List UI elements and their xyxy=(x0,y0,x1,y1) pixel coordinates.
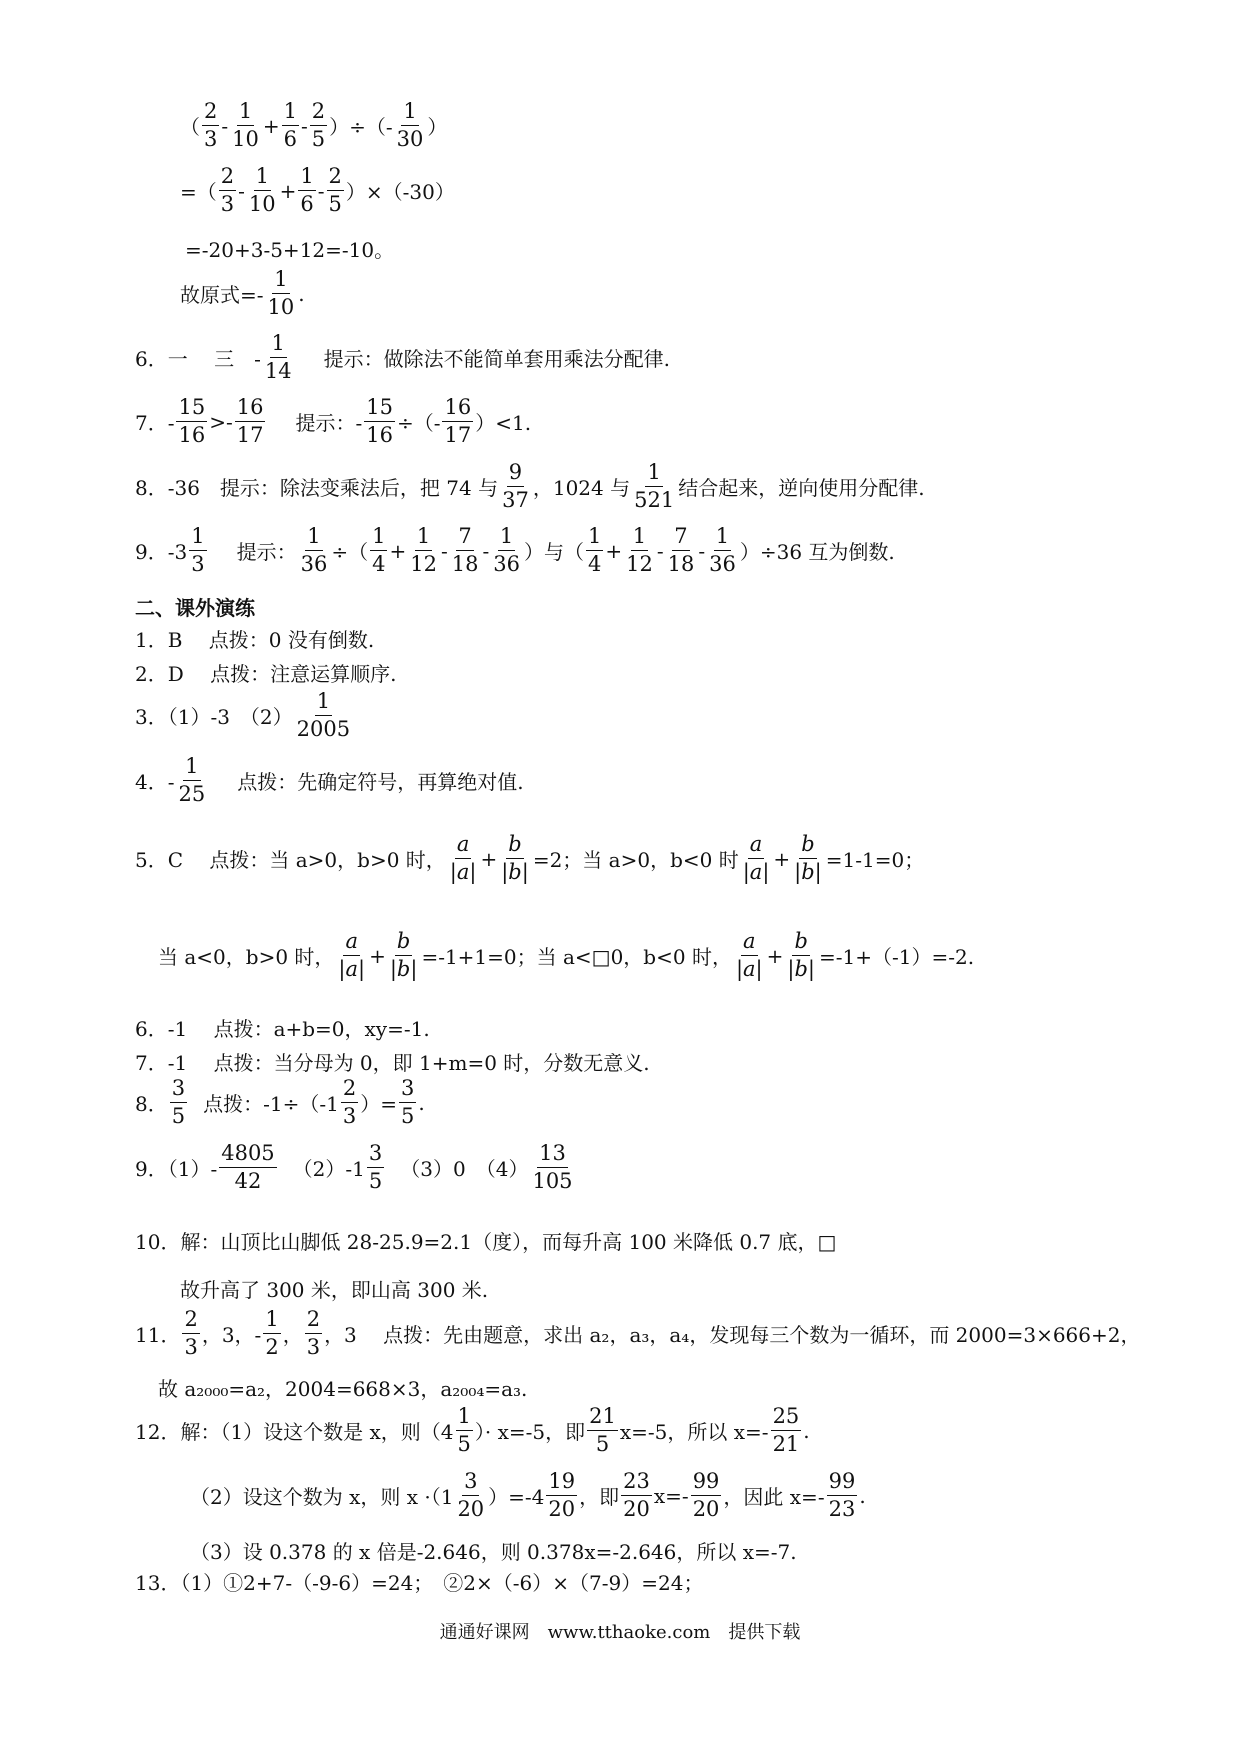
text: - xyxy=(482,538,490,563)
fraction: 1 25 xyxy=(178,754,206,807)
text: （2）设这个数为 x，则 x ·（1 xyxy=(190,1485,454,1510)
practice-1 xyxy=(135,624,374,653)
text: 9．-3 xyxy=(135,540,188,565)
text: ÷（- xyxy=(396,411,441,436)
text: - xyxy=(656,538,664,563)
text: - xyxy=(221,113,229,138)
text: ）=-4 xyxy=(488,1485,545,1510)
fraction: 21 5 xyxy=(589,1404,616,1457)
text: 点拨：先确定符号，再算绝对值. xyxy=(237,770,524,795)
text: - xyxy=(317,178,325,203)
text: ， xyxy=(282,1323,303,1348)
text: + xyxy=(766,943,784,968)
fraction: 1 3 xyxy=(191,524,205,577)
practice-12-part2 xyxy=(190,1470,866,1521)
text: . xyxy=(859,1483,866,1508)
text: 故升高了 300 米，即山高 300 米. xyxy=(180,1278,489,1302)
text: ）×（-30） xyxy=(345,180,455,205)
text: ） xyxy=(427,115,448,140)
text: x=-5，所以 x=- xyxy=(619,1420,769,1445)
fraction: 1 30 xyxy=(396,99,424,152)
text: =-20+3-5+12=-10。 xyxy=(185,238,395,262)
text: + xyxy=(605,538,623,563)
fraction: 2 3 xyxy=(306,1307,321,1360)
fraction: 2 5 xyxy=(328,164,342,217)
fraction: $\frac{b}{|b|}$ xyxy=(794,832,822,885)
text: >- xyxy=(209,409,233,434)
fraction: 2 3 xyxy=(204,99,218,152)
fraction: $\frac{1}{6}$ xyxy=(300,164,314,217)
text: ）· x=-5，即 xyxy=(474,1420,586,1445)
fraction: a |a| xyxy=(449,832,477,885)
fraction: 13 105 xyxy=(532,1141,573,1194)
fraction: $\frac{b}{|b|}$ xyxy=(389,929,418,982)
fraction: 1 36 xyxy=(709,524,736,577)
text: 提示：- xyxy=(295,411,363,436)
text: ，3 点拨：先由题意，求出 a₂，a₃，a₄，发现每三个数为一循环，而 2000=3×666+2， xyxy=(324,1323,1141,1348)
text: 故 a₂₀₀₀=a₂，2004=668×3，a₂₀₀₄=a₃. xyxy=(158,1377,528,1401)
text: ，1024 与 xyxy=(532,476,631,501)
text: 二、课外演练 xyxy=(135,596,255,620)
text: 5．C 点拨：当 a>0，b>0 时， xyxy=(135,848,446,873)
calc-line-4 xyxy=(180,268,305,319)
text: - xyxy=(698,538,706,563)
text: - xyxy=(238,178,245,203)
fraction: 2 3 xyxy=(184,1307,198,1360)
text: - xyxy=(301,113,308,138)
footer-credit: 通通好课网 www.tthaoke.com 提供下载 xyxy=(439,1622,801,1643)
text: 6．-1 点拨：a+b=0，xy=-1. xyxy=(135,1017,430,1041)
fraction: 2 5 xyxy=(311,99,326,152)
text: ，3，- xyxy=(201,1323,262,1348)
fraction: 2 3 xyxy=(220,164,235,217)
fraction: 16 17 xyxy=(236,395,264,448)
text: （3）0 （4） xyxy=(400,1157,529,1182)
text: （3）设 0.378 的 x 倍是-2.646，则 0.378x=-2.646，所以 x=-7. xyxy=(190,1540,797,1564)
practice-3 xyxy=(135,690,354,741)
text: 11． xyxy=(135,1323,181,1348)
fraction: 7 18 xyxy=(451,524,479,577)
fraction: 1 5 xyxy=(457,1404,471,1457)
text: 9．（1）- xyxy=(135,1157,218,1182)
text: . xyxy=(298,281,305,306)
calc-line-3 xyxy=(185,234,394,263)
answer-7 xyxy=(135,396,531,447)
fraction: 23 20 xyxy=(623,1469,650,1522)
text: =2；当 a>0，b<0 时 xyxy=(532,848,739,873)
fraction: 1 36 xyxy=(493,524,520,577)
practice-11 xyxy=(135,1308,1140,1359)
text: + xyxy=(480,846,498,871)
fraction: 19 20 xyxy=(548,1469,576,1522)
text: 10．解：山顶比山脚低 28-25.9=2.1（度），而每升高 100 米降低 0.7 底，□ xyxy=(135,1230,837,1254)
text: ÷（ xyxy=(331,540,369,565)
fraction: 1 2005 xyxy=(296,689,351,742)
text: 故原式=- xyxy=(180,283,264,308)
text: 结合起来，逆向使用分配律. xyxy=(678,476,925,501)
fraction: 2 3 xyxy=(342,1076,357,1129)
practice-5-cont xyxy=(158,930,974,981)
text: ）<1. xyxy=(475,411,532,436)
fraction: $\frac{1}{12}$ xyxy=(410,524,437,577)
text: 8．-36 提示：除法变乘法后，把 74 与 xyxy=(135,476,499,501)
practice-10-cont xyxy=(180,1274,488,1303)
text: =-1+（-1）=-2. xyxy=(818,945,975,970)
text: + xyxy=(279,178,297,203)
fraction: a |a| xyxy=(735,929,763,982)
fraction: $\frac{b}{|b|}$ xyxy=(501,832,529,885)
text: 点拨：-1÷（-1 xyxy=(203,1092,339,1117)
fraction: 25 21 xyxy=(772,1404,800,1457)
practice-7 xyxy=(135,1047,650,1076)
text: + xyxy=(389,538,407,563)
practice-11-cont xyxy=(158,1373,527,1402)
fraction: 1 2 xyxy=(265,1307,279,1360)
text: 2．D 点拨：注意运算顺序. xyxy=(135,662,397,686)
text: + xyxy=(773,846,791,871)
fraction: 3 20 xyxy=(457,1469,485,1522)
text: 7．- xyxy=(135,411,175,436)
practice-8 xyxy=(135,1077,425,1128)
fraction: 16 17 xyxy=(444,395,472,448)
practice-4 xyxy=(135,755,524,806)
fraction: 1 14 xyxy=(264,331,292,384)
text: 8． xyxy=(135,1092,168,1117)
text: 7．-1 点拨：当分母为 0，即 1+m=0 时，分数无意义. xyxy=(135,1051,650,1075)
fraction: $\frac{1}{6}$ xyxy=(283,99,298,152)
fraction: 4805 42 xyxy=(221,1141,275,1194)
fraction: 1 4 xyxy=(587,524,602,577)
text: 3．（1）-3 （2） xyxy=(135,705,293,730)
fraction: 1 4 xyxy=(372,524,386,577)
fraction: $\frac{1}{12}$ xyxy=(626,524,653,577)
text: =1-1=0； xyxy=(825,848,925,873)
fraction: $\frac{b}{|b|}$ xyxy=(787,929,815,982)
practice-5 xyxy=(135,833,924,884)
text: ，因此 x=- xyxy=(723,1485,825,1510)
fraction: $\frac{3}{5}$ xyxy=(400,1076,415,1129)
text: （2）-1 xyxy=(292,1157,365,1182)
text: - xyxy=(440,538,448,563)
fraction: 7 18 xyxy=(667,524,695,577)
text: 提示： xyxy=(236,540,297,565)
practice-10 xyxy=(135,1226,836,1255)
text: （ xyxy=(180,115,200,140)
text: . xyxy=(418,1090,425,1115)
fraction: 3 5 xyxy=(171,1076,186,1129)
text: 当 a<0，b>0 时， xyxy=(158,945,335,970)
fraction: 3 5 xyxy=(368,1141,383,1194)
text: 提示：做除法不能简单套用乘法分配律. xyxy=(323,347,670,372)
fraction: 1 521 xyxy=(634,460,675,513)
practice-13 xyxy=(135,1567,703,1596)
text: 12．解：（1）设这个数是 x，则（4 xyxy=(135,1420,454,1445)
text: ）÷36 互为倒数. xyxy=(739,540,895,565)
fraction: 1 10 xyxy=(232,99,259,152)
text: ）÷（- xyxy=(329,115,393,140)
fraction: a |a| xyxy=(742,832,770,885)
text: + xyxy=(369,943,386,968)
fraction: 99 20 xyxy=(692,1469,720,1522)
text: + xyxy=(262,113,280,138)
text: x=- xyxy=(653,1483,689,1508)
fraction: 15 16 xyxy=(178,395,206,448)
practice-12 xyxy=(135,1405,810,1456)
fraction: $\frac{1}{36}$ xyxy=(300,524,328,577)
answer-8 xyxy=(135,461,925,512)
practice-9 xyxy=(135,1142,577,1193)
text: ，即 xyxy=(579,1485,620,1510)
fraction: $\frac{15}{16}$ xyxy=(366,395,393,448)
text: ）与（ xyxy=(523,540,584,565)
fraction: 9 37 xyxy=(502,460,529,513)
fraction: a |a| xyxy=(338,929,366,982)
text: . xyxy=(803,1418,810,1443)
text: ）= xyxy=(360,1092,397,1117)
fraction: 1 10 xyxy=(248,164,276,217)
text: =（ xyxy=(180,180,217,205)
text: 1．B 点拨：0 没有倒数. xyxy=(135,628,375,652)
fraction: 99 23 xyxy=(828,1469,856,1522)
fraction: 1 10 xyxy=(267,267,295,320)
calc-line-2 xyxy=(180,165,455,216)
answer-9 xyxy=(135,525,895,576)
calc-line-1 xyxy=(180,100,447,151)
text: 6．一 三 - xyxy=(135,347,261,372)
practice-6 xyxy=(135,1013,430,1042)
practice-12-part3 xyxy=(190,1536,797,1565)
section-heading xyxy=(135,592,255,621)
text: 13．（1）①2+7-（-9-6）=24； ②2×（-6）×（7-9）=24； xyxy=(135,1571,704,1595)
text: 4．- xyxy=(135,770,175,795)
answer-6 xyxy=(135,332,670,383)
text: =-1+1=0；当 a<□0，b<0 时， xyxy=(421,945,732,970)
practice-2 xyxy=(135,658,396,687)
